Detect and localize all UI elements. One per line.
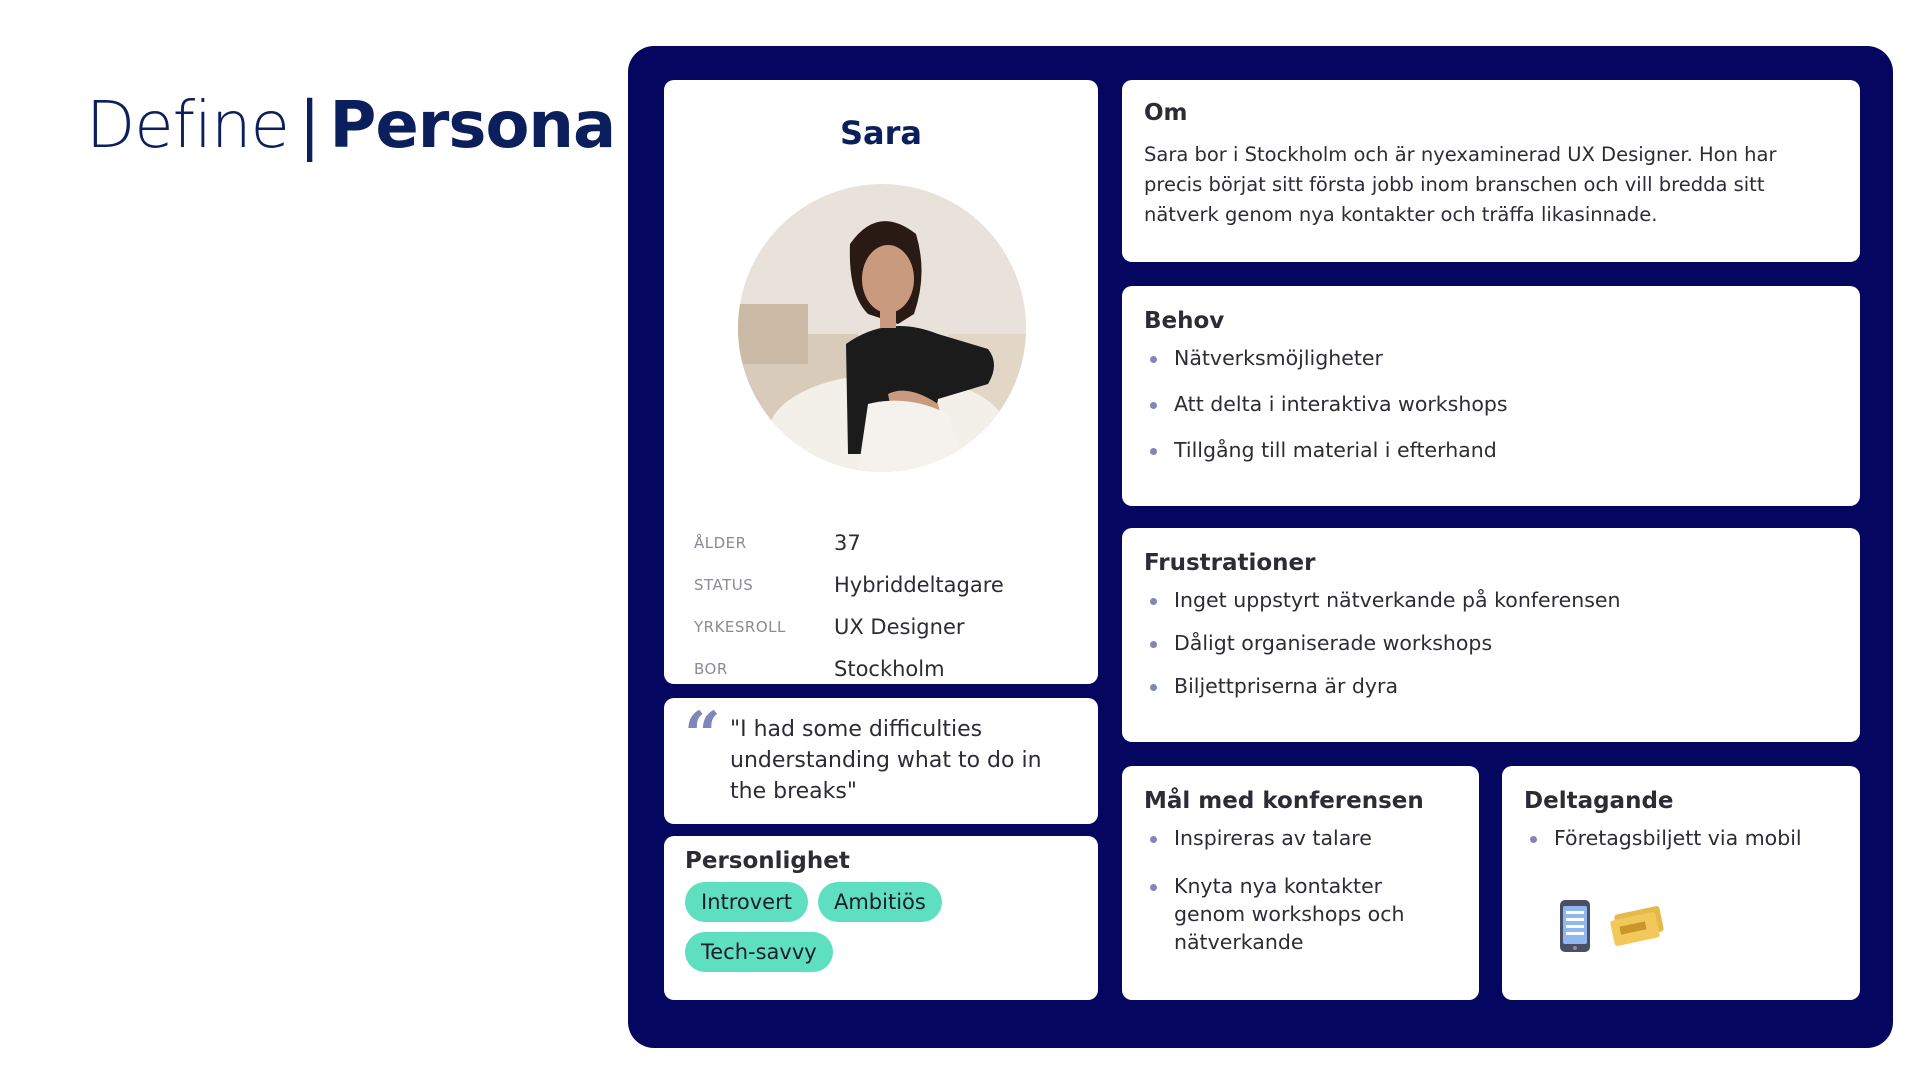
- title-persona: Persona: [329, 89, 616, 163]
- attribute-key: YRKESROLL: [694, 618, 786, 636]
- attribute-key: ÅLDER: [694, 534, 747, 552]
- list-item: Tillgång till material i efterhand: [1144, 436, 1838, 464]
- attribute-row-role: [694, 606, 1004, 648]
- goals-list: [1144, 824, 1457, 956]
- attribute-key: STATUS: [694, 576, 754, 594]
- about-card: [1122, 80, 1860, 262]
- frustrations-list: [1144, 586, 1838, 700]
- attribute-value: Stockholm: [834, 657, 945, 681]
- attribute-row-location: [694, 648, 1004, 690]
- attribute-value: 37: [834, 531, 861, 555]
- participation-list: [1524, 824, 1838, 852]
- persona-name: Sara: [839, 114, 922, 152]
- personality-tags: [685, 882, 985, 972]
- page-title: [86, 86, 615, 166]
- list-item: Knyta nya kontakter genom workshops och nätverkande: [1144, 872, 1457, 956]
- list-item: Att delta i interaktiva workshops: [1144, 390, 1838, 418]
- about-title: Om: [1144, 100, 1188, 126]
- list-item: Företagsbiljett via mobil: [1524, 824, 1838, 852]
- participation-icons: [1558, 898, 1666, 954]
- list-item: Inget uppstyrt nätverkande på konferensen: [1144, 586, 1838, 614]
- attribute-row-age: [694, 522, 1004, 564]
- frustrations-card: [1122, 528, 1860, 742]
- list-item: Inspireras av talare: [1144, 824, 1457, 852]
- needs-list: [1144, 344, 1838, 464]
- participation-title: Deltagande: [1524, 788, 1674, 814]
- profile-card: [664, 80, 1098, 684]
- persona-board: [628, 46, 1893, 1048]
- goals-title: Mål med konferensen: [1144, 788, 1424, 814]
- attribute-value: Hybriddeltagare: [834, 573, 1004, 597]
- attribute-list: [694, 522, 1004, 690]
- title-define: Define: [86, 89, 289, 163]
- attribute-row-status: [694, 564, 1004, 606]
- list-item: Nätverksmöjligheter: [1144, 344, 1838, 372]
- quote-icon: “: [684, 698, 721, 773]
- list-item: Dåligt organiserade workshops: [1144, 629, 1838, 657]
- quote-card: [664, 698, 1098, 824]
- frustrations-title: Frustrationer: [1144, 550, 1316, 576]
- about-text: Sara bor i Stockholm och är nyexaminerad UX Designer. Hon har precis börjat sitt första jobb inom branschen och vill bredda sitt nätverk genom nya kontakter och träffa likasinnade.: [1144, 143, 1777, 226]
- attribute-value: UX Designer: [834, 615, 965, 639]
- mobile-phone-icon: [1558, 898, 1592, 954]
- personality-title: Personlighet: [685, 848, 850, 874]
- tag-tech-savvy: Tech-savvy: [685, 932, 833, 972]
- personality-card: [664, 836, 1098, 1000]
- participation-card: [1502, 766, 1860, 1000]
- tag-introvert: Introvert: [685, 882, 808, 922]
- needs-title: Behov: [1144, 308, 1225, 334]
- person-photo-icon: [738, 184, 1026, 472]
- attribute-key: BOR: [694, 660, 728, 678]
- needs-card: [1122, 286, 1860, 506]
- goals-card: [1122, 766, 1479, 1000]
- list-item: Biljettpriserna är dyra: [1144, 672, 1838, 700]
- quote-text: "I had some difficulties understanding what to do in the breaks": [730, 717, 1042, 804]
- avatar: [738, 184, 1026, 472]
- title-separator: |: [298, 89, 320, 163]
- tag-ambitious: Ambitiös: [818, 882, 942, 922]
- ticket-icon: [1610, 906, 1666, 946]
